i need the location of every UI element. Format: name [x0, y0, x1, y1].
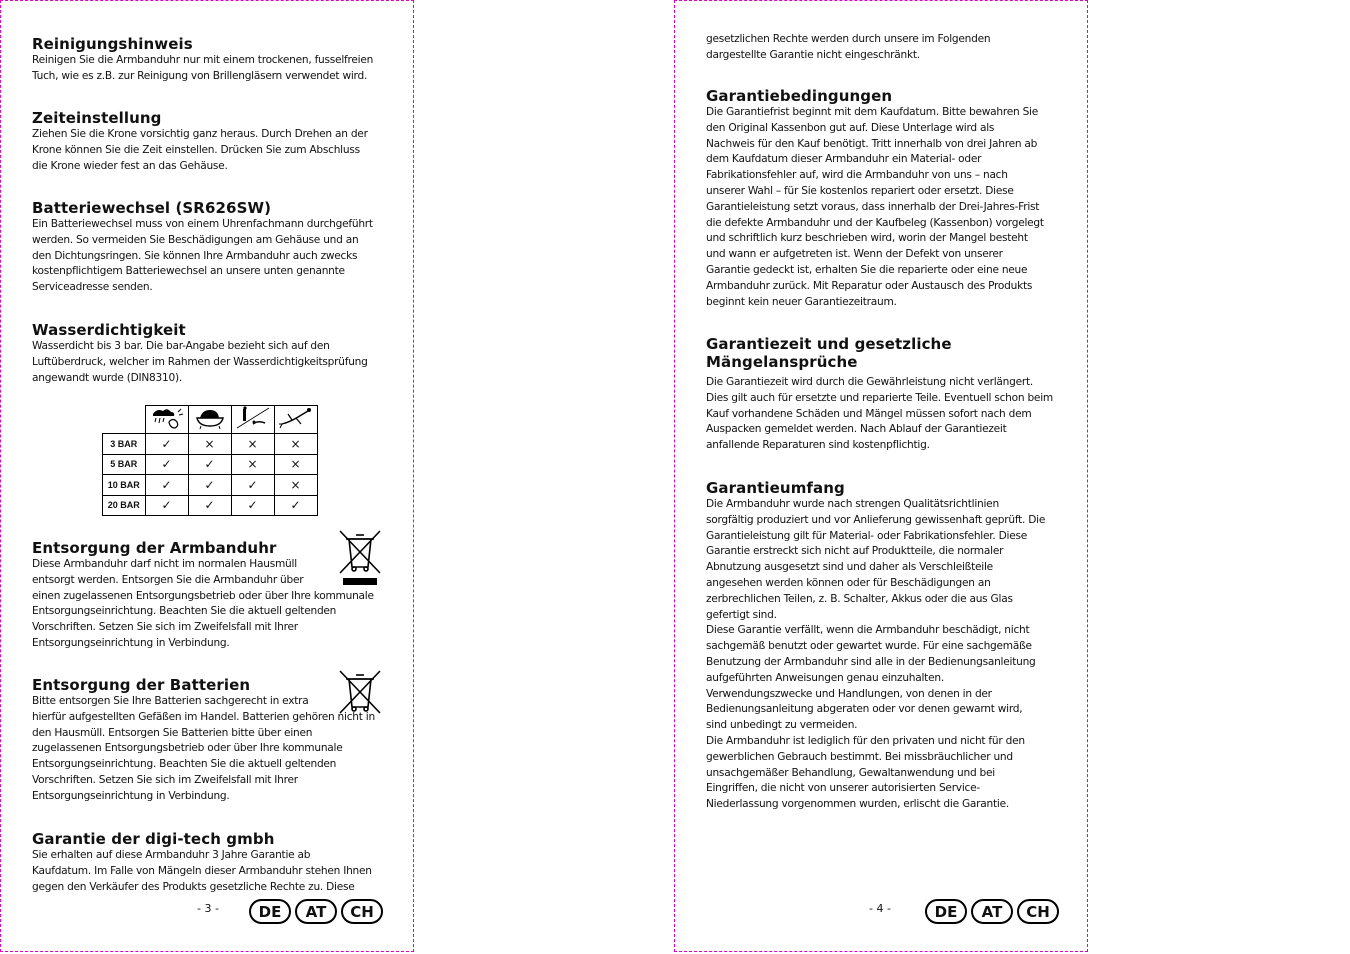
text-cleaning: Reinigen Sie die Armbanduhr nur mit einem trockenen, fusselfreien Tuch, wie es z.B. zur Reinigung von Brillengläsern verwendet wird. — [32, 54, 374, 82]
heading-time-setting: Zeiteinstellung — [32, 109, 162, 127]
manual-page-3 — [0, 0, 414, 952]
manual-page-4 — [674, 0, 1088, 952]
section-disposal-battery — [32, 676, 382, 805]
country-badge-de: DE — [249, 899, 291, 924]
country-badges — [249, 899, 383, 924]
section-warranty-scope — [706, 479, 1056, 813]
country-badge-de: DE — [925, 899, 967, 924]
section-warranty-continued — [706, 32, 1056, 64]
country-badges — [925, 899, 1059, 924]
diver-icon — [274, 406, 317, 434]
country-badge-at: AT — [295, 899, 337, 924]
table-row: 3 BAR ✓ × × × — [103, 434, 318, 455]
text-warranty-conditions: Die Garantiefrist beginnt mit dem Kaufdatum. Bitte bewahren Sie den Original Kassenbon gut auf. Diese Unterlage wird als Nachweis für den Kauf benötigt. Tritt innerhalb von drei Jahren ab dem Kaufdatum dieser Armbanduhr ein Material- oder Fabrikationsfehler auf, wird die Armbanduhr von uns – nach unserer Wahl – für Sie kostenlos repariert oder ersetzt. Diese Garantieleistung setzt voraus, dass innerhalb der Drei-Jahres-Frist die defekte Armbanduhr und der Kaufbeleg (Kassenbon) vorgelegt und schriftlich kurz beschrieben wird, worin der Mangel besteht und wann er aufgetreten ist. Wenn der Defekt von unserer Garantie gedeckt ist, erhalten Sie die reparierte oder eine neue Armbanduhr zurück. Mit Reparatur oder Austausch des Produkts beginnt kein neuer Garantiezeitraum. — [706, 106, 1044, 308]
table-row: 20 BAR ✓ ✓ ✓ ✓ — [103, 495, 318, 516]
heading-cleaning: Reinigungshinweis — [32, 35, 193, 53]
rain-splash-icon — [145, 406, 188, 434]
text-warranty-period: Die Garantiezeit wird durch die Gewährleistung nicht verlängert. Dies gilt auch für ersetzte und reparierte Teile. Eventuell schon beim Kauf vorhandene Schäden und Mängel müssen sofort nach dem Auspacken gemeldet werden. Nach Ablauf der Garantiezeit anfallende Reparaturen sind kostenpflichtig. — [706, 376, 1053, 452]
text-disposal-battery: Bitte entsorgen Sie Ihre Batterien sachgerecht in extra hierfür aufgestellten Gefäßen im Handel. Batterien gehören nicht in den Hausmüll. Entsorgen Sie Batterien bitte über einen zugelassenen Entsorgungsbetrieb oder über Ihre kommunale Entsorgungseinrichtung. Beachten Sie die aktuell geltenden Vorschriften. Setzen Sie sich im Zweifelsfall mit Ihrer Entsorgungseinrichtung in Verbindung. — [32, 695, 375, 802]
page-number: - 4 - — [869, 902, 891, 915]
crossed-bin-battery-icon — [338, 669, 382, 719]
section-warranty-period — [706, 335, 1056, 454]
text-time-setting: Ziehen Sie die Krone vorsichtig ganz heraus. Durch Drehen an der Krone können Sie die Zeit einstellen. Drücken Sie zum Abschluss die Krone wieder fest an das Gehäuse. — [32, 128, 368, 172]
heading-warranty-scope: Garantieumfang — [706, 479, 845, 497]
text-battery-change: Ein Batteriewechsel muss von einem Uhrenfachmann durchgeführt werden. So vermeiden Sie Beschädigungen am Gehäuse und an den Dichtungsringen. Sie können Ihre Armbanduhr auch zwecks kostenpflichtigem Batteriewechsel an unsere unten genannte Serviceadresse senden. — [32, 218, 373, 294]
heading-warranty-conditions: Garantiebedingungen — [706, 87, 893, 105]
text-warranty-continued: gesetzlichen Rechte werden durch unsere im Folgenden dargestellte Garantie nicht eingeschränkt. — [706, 33, 991, 61]
section-warranty-conditions — [706, 87, 1056, 310]
text-warranty: Sie erhalten auf diese Armbanduhr 3 Jahre Garantie ab Kaufdatum. Im Falle von Mängeln dieser Armbanduhr stehen Ihnen gegen den Verkäufer des Produkts gesetzliche Rechte zu. Diese — [32, 849, 372, 893]
heading-warranty: Garantie der digi-tech gmbh — [32, 830, 275, 848]
heading-disposal-battery: Entsorgung der Batterien — [32, 676, 251, 694]
section-cleaning — [32, 35, 382, 85]
page-number: - 3 - — [197, 902, 219, 915]
crossed-bin-icon — [338, 529, 382, 591]
section-water-resistance — [32, 321, 382, 386]
heading-warranty-period: Garantiezeit und gesetzliche Mängelansprüche — [706, 335, 952, 371]
bath-icon — [188, 406, 231, 434]
swim-dive-icon — [231, 406, 274, 434]
text-disposal-watch: Diese Armbanduhr darf nicht im normalen Hausmüll entsorgt werden. Entsorgen Sie die Armbanduhr über einen zugelassenen Entsorgungsbetrieb oder über Ihre kommunale Entsorgungseinrichtung. Beachten Sie die aktuell geltenden Vorschriften. Setzen Sie sich im Zweifelsfall mit Ihrer Entsorgungseinrichtung in Verbindung. — [32, 558, 374, 649]
section-warranty — [32, 830, 382, 895]
heading-disposal-watch: Entsorgung der Armbanduhr — [32, 539, 277, 557]
heading-water-resistance: Wasserdichtigkeit — [32, 321, 186, 339]
section-time-setting — [32, 109, 382, 174]
table-row: 10 BAR ✓ ✓ ✓ × — [103, 475, 318, 496]
country-badge-ch: CH — [341, 899, 383, 924]
country-badge-at: AT — [971, 899, 1013, 924]
table-icon-row — [103, 406, 318, 434]
heading-battery-change: Batteriewechsel (SR626SW) — [32, 199, 272, 217]
table-row: 5 BAR ✓ ✓ × × — [103, 454, 318, 475]
water-resistance-table — [102, 405, 318, 516]
text-warranty-scope: Die Armbanduhr wurde nach strengen Qualitätsrichtlinien sorgfältig produziert und vor Anlieferung gewissenhaft geprüft. Die Garantieleistung gilt für Material- oder Fabrikationsfehler. Diese Garantie erstreckt sich nicht auf Produktteile, die normaler Abnutzung ausgesetzt sind und daher als Verschleißteile angesehen werden können oder für Beschädigungen an zerbrechlichen Teilen, z. B. Schalter, Akkus oder die aus Glas gefertigt sind. Diese Garantie verfällt, wenn die Armbanduhr beschädigt, nicht sachgemäß benutzt oder gewartet wurde. Für eine sachgemäße Benutzung der Armbanduhr sind alle in der Bedienungsanleitung aufgeführten Anweisungen genau einzuhalten. Verwendungszwecke und Handlungen, von denen in der Bedienungsanleitung abgeraten oder vor denen gewarnt wird, sind unbedingt zu vermeiden. Die Armbanduhr ist lediglich für den privaten und nicht für den gewerblichen Gebrauch bestimmt. Bei missbräuchlicher und unsachgemäßer Behandlung, Gewaltanwendung und bei Eingriffen, die nicht von unserer autorisierten Service- Niederlassung vorgenommen wurden, erlischt die Garantie. — [706, 498, 1046, 811]
text-water-resistance: Wasserdicht bis 3 bar. Die bar-Angabe bezieht sich auf den Luftüberdruck, welcher im Rahmen der Wasserdichtigkeitsprüfung angewandt wurde (DIN8310). — [32, 340, 368, 384]
section-battery-change — [32, 199, 382, 296]
country-badge-ch: CH — [1017, 899, 1059, 924]
section-disposal-watch — [32, 539, 382, 652]
